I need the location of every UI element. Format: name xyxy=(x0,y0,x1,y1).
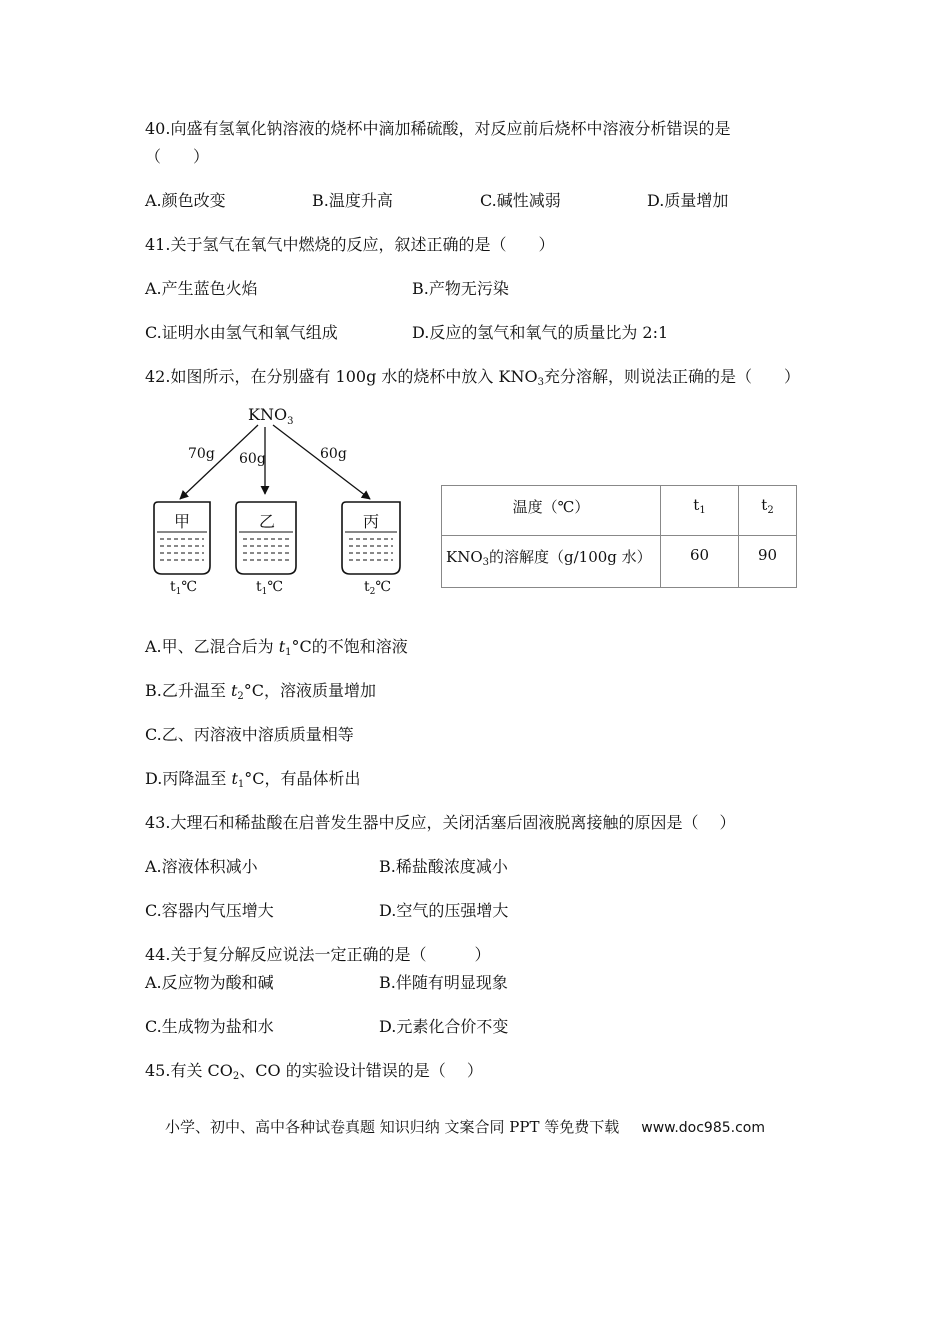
q40-stem: 40.向盛有氢氧化钠溶液的烧杯中滴加稀硫酸，对反应前后烧杯中溶液分析错误的是 xyxy=(145,119,731,138)
q41-option-d: D.反应的氢气和氧气的质量比为 2:1 xyxy=(412,323,669,342)
q43-option-c: C.容器内气压增大 xyxy=(145,901,274,920)
solubility-table xyxy=(441,485,797,588)
q43-option-a: A.溶液体积减小 xyxy=(145,857,258,876)
beaker-bing-label: 丙 xyxy=(363,512,380,531)
q41-option-b: B.产物无污染 xyxy=(412,279,509,298)
table-value-t1: 60 xyxy=(661,536,739,588)
table-header-t1: $t_1$ xyxy=(661,486,739,536)
beaker-yi xyxy=(236,502,296,597)
q42-stem xyxy=(145,367,800,393)
table-header-temperature: 温度（℃） xyxy=(442,486,661,536)
q43-option-b: B.稀盐酸浓度减小 xyxy=(379,857,508,876)
table-row-label: $KNO_3$的溶解度（g/100g 水） xyxy=(442,536,661,588)
q44-option-d: D.元素化合价不变 xyxy=(379,1017,509,1036)
q44-stem: 44.关于复分解反应说法一定正确的是（ ） xyxy=(145,945,491,964)
footer-url[interactable]: www.doc985.com xyxy=(641,1120,766,1136)
q42-stem-part2: 充分溶解，则说法正确的是（ ） xyxy=(543,367,800,386)
q41-option-c: C.证明水由氢气和氧气组成 xyxy=(145,323,338,342)
page-footer xyxy=(165,1116,765,1137)
beaker-yi-label: 乙 xyxy=(259,512,276,531)
q40-option-d: D.质量增加 xyxy=(647,191,729,210)
arrow-to-bing xyxy=(273,425,370,499)
table-value-t2: 90 xyxy=(739,536,797,588)
q42-stem-subscript: 3 xyxy=(537,377,544,388)
q40-option-a: A.颜色改变 xyxy=(145,191,226,210)
kno3-label: $KNO_3$ xyxy=(248,405,294,427)
q42-option-b: B.乙升温至 $t_2^\circ C$，溶液质量增加 xyxy=(145,681,376,702)
amount-yi: 60g xyxy=(239,451,266,467)
q44-option-a: A.反应物为酸和碱 xyxy=(145,973,274,992)
q41-stem: 41.关于氢气在氧气中燃烧的反应，叙述正确的是（ ） xyxy=(145,235,555,254)
q42-option-d: D.丙降温至 $t_1^\circ C$，有晶体析出 xyxy=(145,769,361,790)
q40-option-c: C.碱性减弱 xyxy=(480,191,561,210)
beaker-jia-temp: $t_1℃$ xyxy=(170,579,198,597)
q42-option-c: C.乙、丙溶液中溶质质量相等 xyxy=(145,725,354,744)
beaker-jia xyxy=(154,502,210,597)
q42-stem-part1: 42.如图所示，在分别盛有 100g 水的烧杯中放入 KNO xyxy=(145,367,538,386)
beaker-yi-temp: $t_1℃$ xyxy=(256,579,284,597)
q44-option-c: C.生成物为盐和水 xyxy=(145,1017,274,1036)
q43-option-d: D.空气的压强增大 xyxy=(379,901,509,920)
q40-option-b: B.温度升高 xyxy=(312,191,393,210)
q41-option-a: A.产生蓝色火焰 xyxy=(145,279,258,298)
q42-beaker-figure xyxy=(140,398,420,598)
amount-bing: 60g xyxy=(320,446,347,462)
q40-answer-paren: （ ） xyxy=(145,147,210,166)
amount-jia: 70g xyxy=(188,446,215,462)
beaker-bing xyxy=(342,502,400,597)
q42-option-a: A.甲、乙混合后为 $t_1^\circ C$的不饱和溶液 xyxy=(145,637,408,658)
beaker-bing-temp: $t_2℃$ xyxy=(364,579,392,597)
q44-option-b: B.伴随有明显现象 xyxy=(379,973,508,992)
q45-stem: 45.有关 $CO_2$、CO 的实验设计错误的是（ ） xyxy=(145,1061,483,1082)
table-header-t2: $t_2$ xyxy=(739,486,797,536)
q43-stem: 43.大理石和稀盐酸在启普发生器中反应，关闭活塞后固液脱离接触的原因是（ ） xyxy=(145,813,736,832)
beaker-jia-label: 甲 xyxy=(174,512,191,531)
footer-text: 小学、初中、高中各种试卷真题 知识归纳 文案合同 PPT 等免费下载 xyxy=(165,1118,620,1136)
